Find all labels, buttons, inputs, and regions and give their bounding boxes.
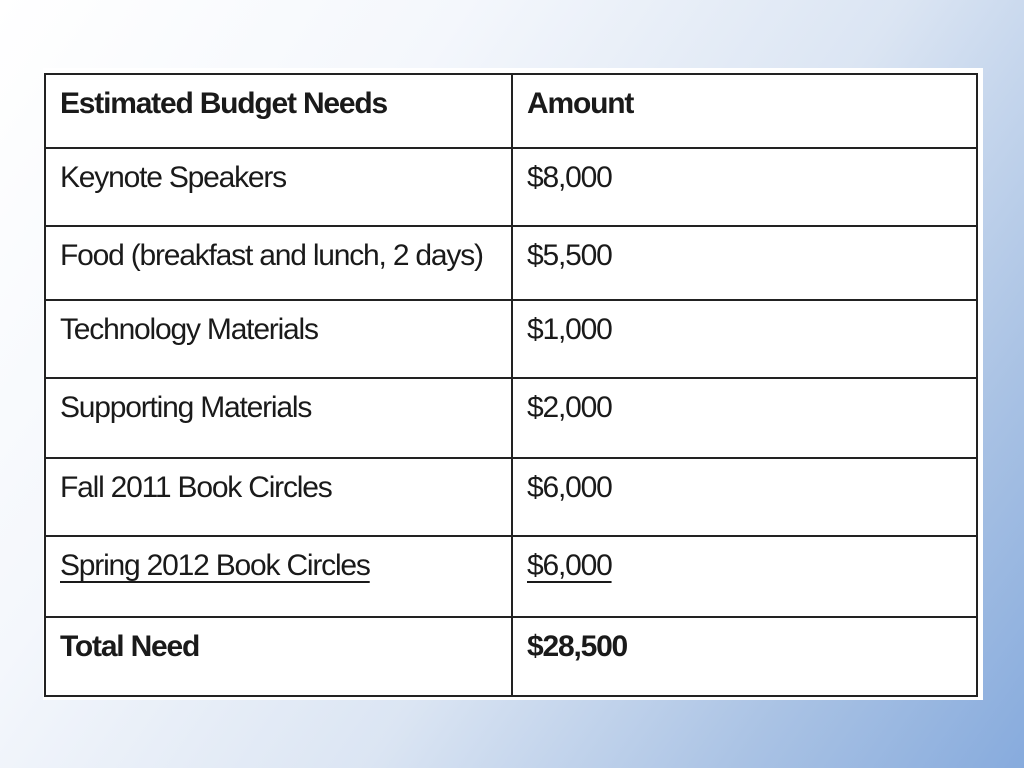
row-amount: $6,000 — [512, 458, 977, 536]
header-cell-item: Estimated Budget Needs — [45, 74, 512, 148]
row-item: Keynote Speakers — [45, 148, 512, 226]
total-label: Total Need — [45, 617, 512, 696]
table-row — [45, 300, 977, 378]
header-cell-amount: Amount — [512, 74, 977, 148]
row-item: Technology Materials — [45, 300, 512, 378]
row-amount: $1,000 — [512, 300, 977, 378]
table-header-row — [45, 74, 977, 148]
table-row — [45, 378, 977, 458]
table-total-row — [45, 617, 977, 696]
row-item: Spring 2012 Book Circles — [60, 549, 370, 582]
table-row — [45, 148, 977, 226]
row-amount: $8,000 — [512, 148, 977, 226]
row-amount: $5,500 — [512, 226, 977, 300]
table-row — [45, 458, 977, 536]
row-amount-cell — [512, 536, 977, 617]
row-item: Food (breakfast and lunch, 2 days) — [45, 226, 512, 300]
total-amount: $28,500 — [512, 617, 977, 696]
row-amount: $2,000 — [512, 378, 977, 458]
row-amount: $6,000 — [527, 549, 612, 582]
row-item: Supporting Materials — [45, 378, 512, 458]
table-row — [45, 226, 977, 300]
budget-table — [44, 73, 978, 697]
row-item-cell — [45, 536, 512, 617]
table-row — [45, 536, 977, 617]
row-item: Fall 2011 Book Circles — [45, 458, 512, 536]
